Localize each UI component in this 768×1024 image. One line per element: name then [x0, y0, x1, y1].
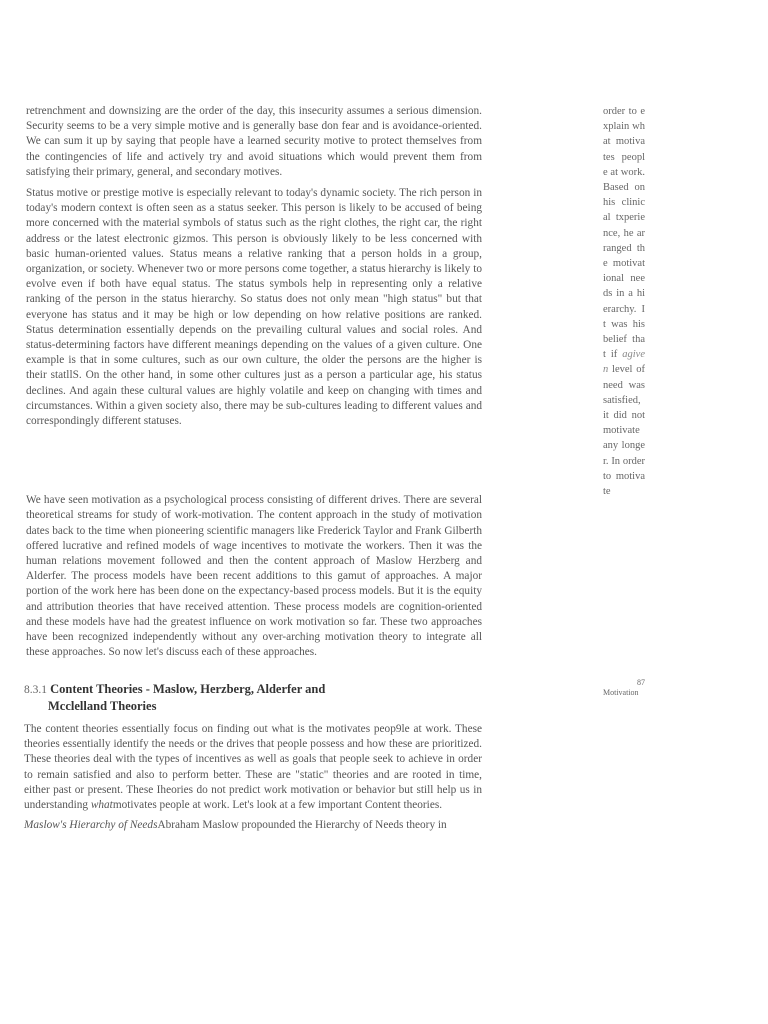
paragraph-content-theories	[24, 722, 482, 813]
content-theories-text-a: The content theories essentially focus on finding out what is the motivates peop9le at work. These theories essentially identify the needs or the drives that people possess and how these are prioritized. These theories deal with the types of incentives as well as goals that people seek to achieve in order to remain satisfied and also to perform better. These are "static" theories and are rooted in time, either past or present. These Iheories do not predict work motivation or behavior but still help us in understanding	[24, 723, 482, 812]
maslow-text: Abraham Maslow propounded the Hierarchy of Needs theory in	[157, 819, 447, 832]
main-column	[26, 104, 482, 667]
side-column	[603, 104, 645, 499]
paragraph-theoretical-streams: We have seen motivation as a psychological process consisting of different drives. There are several theoretical streams for study of work-motivation. The content approach in the study of motivation dates back to the time when pioneering scientific managers like Frederick Taylor and Frank Gilberth offered lucrative and refined models of wage incentives to motivate the workers. Then it was the human relations movement followed and then the content approach of Maslow Herzberg and Alderfer. The process models have been recent additions to this gamut of approaches. A major portion of the work here has been done on the expectancy-based process models. But it is the equity and attribution theories that have received attention. These process models are cognition-oriented and these models have had the greatest influence on work motivation so far. These two approaches have been recognized independently without any over-arching motivation theory to integrate all these approaches. So now let's discuss each of these approaches.	[26, 494, 482, 659]
section-title-line2: Mcclelland Theories	[48, 698, 157, 713]
paragraph-maslow	[24, 818, 482, 833]
content-theories-italic: what	[90, 799, 113, 812]
side-text-a: order to explain what motivates people at work. Based on his clinical txperience, he arranged the motivational needs in a hierarchy. It was his belief that if	[603, 106, 645, 361]
section-title-line1: Content Theories - Maslow, Herzberg, Alderfer and	[50, 682, 326, 696]
content-theories-text	[24, 722, 482, 838]
maslow-heading: Maslow's Hierarchy of Needs	[24, 819, 158, 832]
side-italic: agiven	[603, 349, 645, 376]
section-number: 8.3.1	[24, 684, 47, 696]
page-footer	[603, 678, 645, 698]
content-theories-text-b: motivates people at work. Let's look at a few important Content theories.	[112, 799, 443, 812]
paragraph-security: retrenchment and downsizing are the order of the day, this insecurity assumes a serious dimension. Security seems to be a very simple motive and is generally base don fear and is avoidance-oriented. We can sum it up by saying that people have a learned security motive to protect themselves from the contingencies of life and actively try and avoid situations which would prevent them from satisfying their primary, general, and secondary motives.	[26, 105, 482, 178]
section-gap	[26, 435, 482, 493]
footer-label: Motivation	[603, 688, 639, 697]
section-heading	[24, 682, 484, 714]
paragraph-status: Status motive or prestige motive is especially relevant to today's dynamic society. The rich person in today's modern context is often seen as a status seeker. This person is likely to be accused of being more concerned with the material symbols of status such as the right clothes, the right car, the right address or the latest electronic gizmos. This person is obviously likely to be less concerned with basic human-oriented values. Status means a relative ranking that a person holds in a group, organization, or society. Whenever two or more persons come together, a status hierarchy is likely to evolve even if both have equal status. The status symbols help in representing only a relative ranking of the person in the status hierarchy. So status does not only mean "high status" but that everyone has status and it may be high or low depending on how relative positions are ranked. Status determination essentially depends on the prevailing cultural values and social roles. And status-determining factors have different meanings depending on the values of a given culture. One example is that in some cultures, such as our own culture, the older the persons are the higher is their statllS. On the other hand, in some other cultures just as a person a particular age, his status declines. And again these cultural values are highly volatile and keep on changing with times and circumstances. Within a given society also, there may be sub-cultures leading to different values and correspondingly different statuses.	[26, 187, 482, 428]
side-text-b: level of need was satisfied, it did not motivate any longer. In order to motivate	[603, 364, 645, 498]
page-number: 87	[637, 678, 645, 687]
